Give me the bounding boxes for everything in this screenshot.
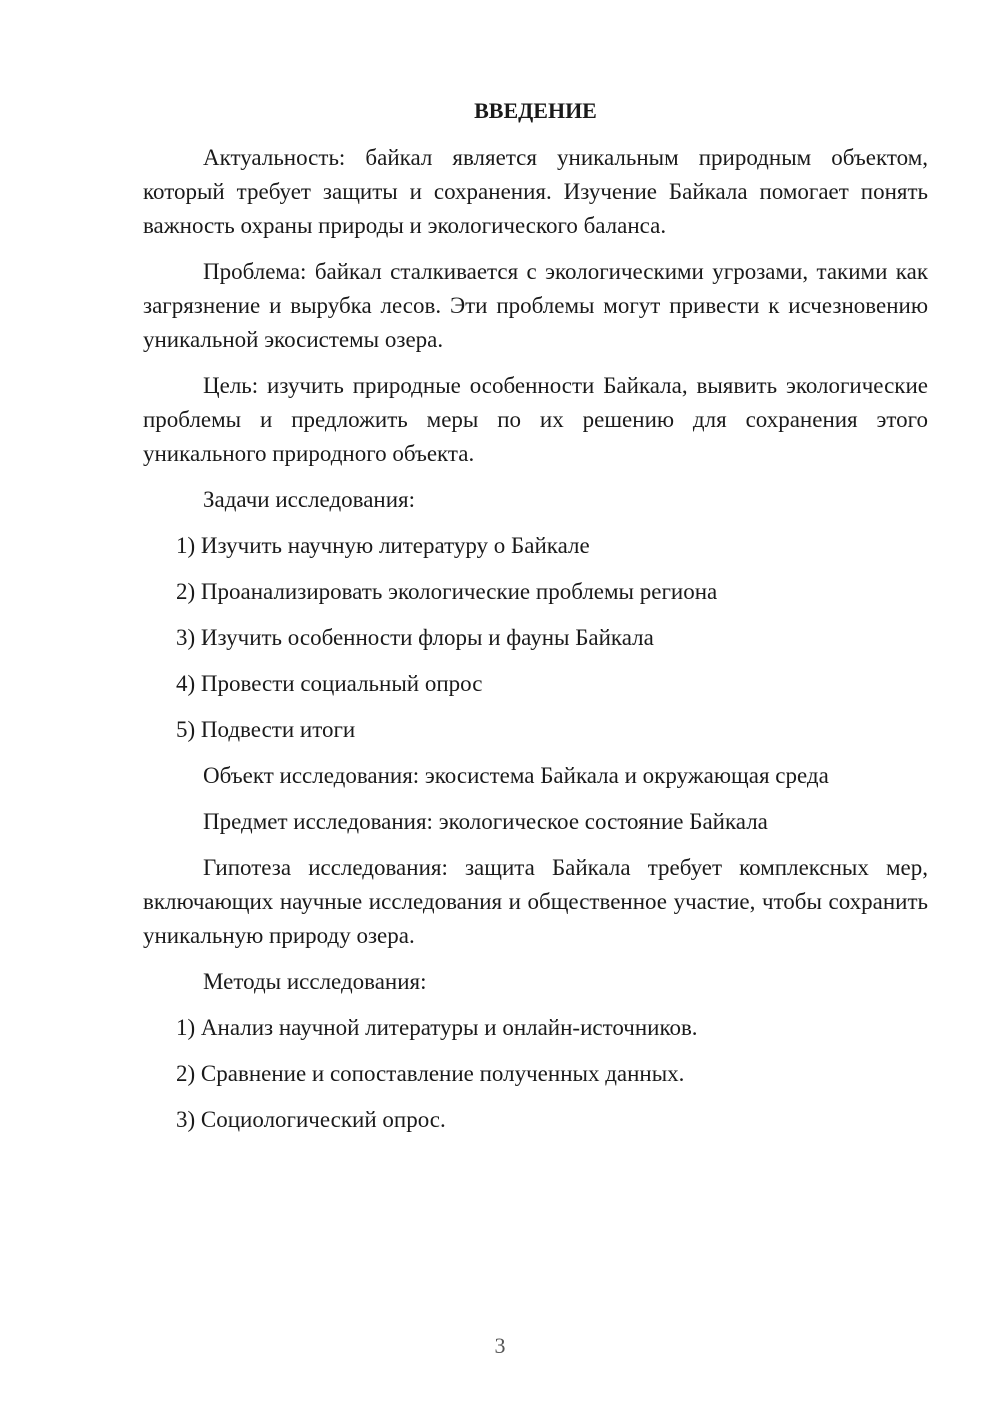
research-subject: Предмет исследования: экологическое состояние Байкала — [203, 809, 768, 834]
hypothesis-paragraph: Гипотеза исследования: защита Байкала требует комплексных мер, включающих научные исследования и общественное участие, чтобы сохранить уникальную природу озера. — [143, 855, 928, 948]
list-item: 5) Подвести итоги — [176, 717, 356, 742]
list-item: 3) Социологический опрос. — [176, 1107, 446, 1132]
tasks-list — [143, 529, 928, 747]
list-item: 4) Провести социальный опрос — [176, 671, 483, 696]
relevance-paragraph: Актуальность: байкал является уникальным природным объектом, который требует защиты и сохранения. Изучение Байкала помогает понять важность охраны природы и экологического баланса. — [143, 145, 928, 238]
goal-paragraph: Цель: изучить природные особенности Байкала, выявить экологические проблемы и предложить меры по их решению для сохранения этого уникального природного объекта. — [143, 373, 928, 466]
list-item: 1) Анализ научной литературы и онлайн-источников. — [176, 1015, 698, 1040]
methods-heading: Методы исследования: — [203, 969, 427, 994]
methods-list — [143, 1011, 928, 1137]
problem-paragraph: Проблема: байкал сталкивается с экологическими угрозами, такими как загрязнение и вырубка лесов. Эти проблемы могут привести к исчезновению уникальной экосистемы озера. — [143, 259, 928, 352]
list-item: 1) Изучить научную литературу о Байкале — [176, 533, 590, 558]
section-title: ВВЕДЕНИЕ — [474, 98, 597, 123]
tasks-heading: Задачи исследования: — [203, 487, 416, 512]
list-item: 3) Изучить особенности флоры и фауны Байкала — [176, 625, 654, 650]
list-item: 2) Сравнение и сопоставление полученных данных. — [176, 1061, 685, 1086]
document-body — [143, 96, 928, 1149]
list-item: 2) Проанализировать экологические проблемы региона — [176, 579, 718, 604]
research-object: Объект исследования: экосистема Байкала и окружающая среда — [203, 763, 829, 788]
page-number: 3 — [494, 1333, 506, 1358]
